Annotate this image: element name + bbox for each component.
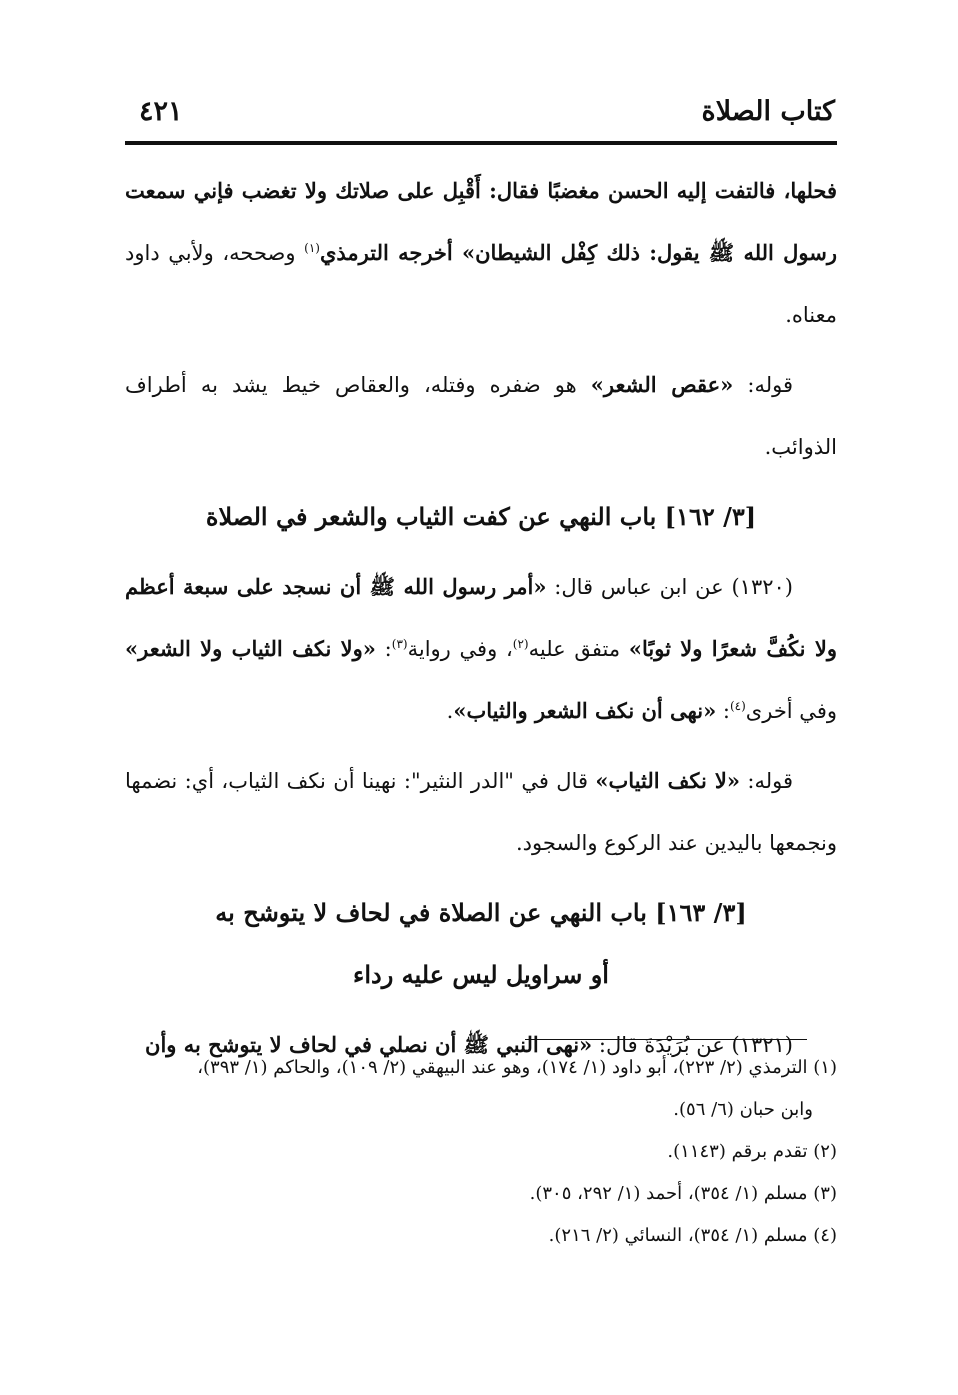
footnotes	[125, 1050, 837, 1260]
chapter-heading-163	[125, 882, 837, 1006]
paragraph-commentary-1: قوله: «عقص الشعر» هو ضفره وفتله، والعقاص خيط يشد به أطراف الذوائب.	[125, 372, 837, 459]
chapter-heading-163-line2: أو سراويل ليس عليه رداء	[353, 960, 609, 989]
page-header	[125, 92, 835, 136]
main-text	[125, 160, 837, 1084]
page-number: ٤٢١	[139, 96, 183, 127]
footnote-ref: (٤)	[729, 699, 746, 713]
paragraph-hadith-continuation: فحلها، فالتفت إليه الحسن مغضبًا فقال: أَقْبِل على صلاتك ولا تغضب فإني سمعت رسول الله ﷺ يقول: ذلك كِفْل الشيطان» أخرجه الترمذي$^{(١)}$ وصححه، ولأبي داود معناه.	[125, 178, 837, 327]
chapter-heading-162: [٣/ ١٦٢] باب النهي عن كفت الثياب والشعر في الصلاة	[205, 502, 757, 531]
footnote-2: (٢) تقدم برقم (١١٤٣).	[667, 1141, 837, 1162]
paragraph-hadith-1320: (١٣٢٠) عن ابن عباس قال: «أمر رسول الله ﷺ أن نسجد على سبعة أعظم ولا نكُفَّ شعرًا ولا ثوبًا» متفق عليه$^{(٢)}$، وفي رواية$^{(٣)}$: «ولا نكف الثياب ولا الشعر» وفي أخرى$^{(٤)}$: «نهى أن نكف الشعر والثياب».	[125, 574, 837, 723]
paragraph-hadith-1321: (١٣٢١) عن بُرَيْدَةَ قال: «نهى النبي ﷺ أن نصلي في لحاف لا يتوشح به وأن	[145, 1032, 793, 1057]
footnote-ref: (١)	[304, 241, 320, 255]
paragraph-commentary-2: قوله: «لا نكف الثياب» قال في "الدر النثير": نهينا أن نكف الثياب، أي: نضمها ونجمعها باليدين عند الركوع والسجود.	[125, 768, 837, 855]
footnote-4: (٤) مسلم (١/ ٣٥٤)، النسائي (٢/ ٢١٦).	[548, 1225, 837, 1246]
footnote-ref: (٢)	[512, 637, 529, 651]
footnote-1: (١) الترمذي (٢/ ٢٢٣)، أبو داود (١/ ١٧٤)، وهو عند البيهقي (٢/ ١٠٩)، والحاكم (١/ ٣٩٣)،	[197, 1057, 837, 1078]
header-rule	[125, 141, 837, 145]
book-title: كتاب الصلاة	[701, 96, 835, 127]
chapter-heading-163-line1: [٣/ ١٦٣] باب النهي عن الصلاة في لحاف لا يتوشح به	[215, 898, 747, 927]
footnote-1-continuation: وابن حبان (٦/ ٥٦).	[673, 1099, 813, 1120]
footnote-3: (٣) مسلم (١/ ٣٥٤)، أحمد (١/ ٢٩٢، ٣٠٥).	[529, 1183, 837, 1204]
footnote-ref: (٣)	[391, 637, 408, 651]
footnote-separator	[525, 1039, 807, 1040]
